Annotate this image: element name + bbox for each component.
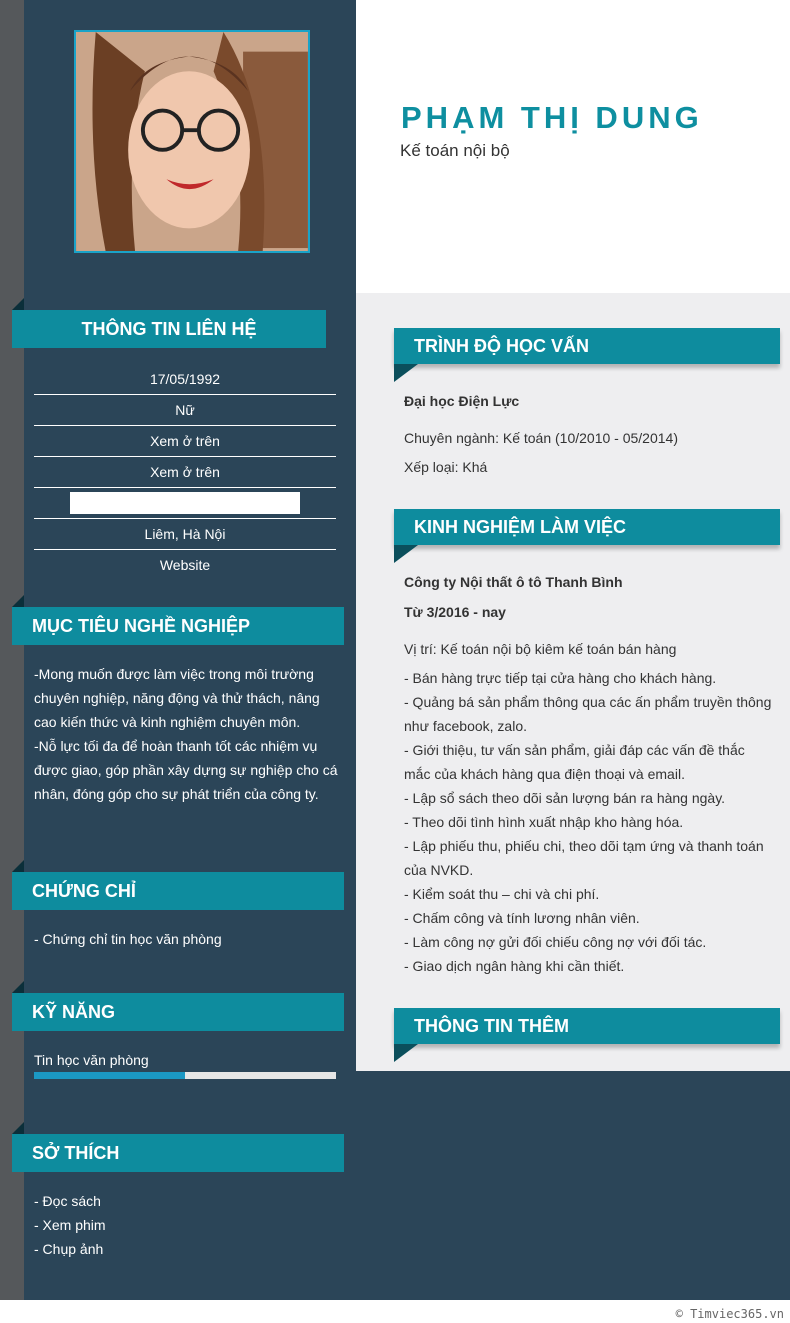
skill-name: Tin học văn phòng: [34, 1052, 149, 1068]
objective-title: MỤC TIÊU NGHỀ NGHIỆP: [32, 616, 251, 636]
header-fold: [12, 981, 24, 993]
hobbies-section-header: [12, 1134, 344, 1172]
duty-line: - Làm công nợ gửi đối chiếu công nợ với đối tác.: [404, 934, 707, 950]
certificate-item: - Chứng chỉ tin học văn phòng: [34, 931, 222, 947]
experience-company: Công ty Nội thất ô tô Thanh Bình: [404, 574, 623, 590]
education-major: Chuyên ngành: Kế toán (10/2010 - 05/2014): [404, 430, 678, 446]
contact-gender: Nữ: [34, 395, 336, 426]
contact-blank-field: [34, 488, 336, 519]
duty-line: - Theo dõi tình hình xuất nhập kho hàng hóa.: [404, 814, 684, 830]
contact-address: Liêm, Hà Nội: [34, 519, 336, 550]
skill-level-fill: [34, 1072, 185, 1079]
profile-photo: [74, 30, 310, 253]
education-grade: Xếp loại: Khá: [404, 459, 488, 475]
candidate-name: PHẠM THỊ DUNG: [401, 100, 703, 135]
profile-photo-illustration: [76, 32, 308, 251]
duty-line: - Giao dịch ngân hàng khi cần thiết.: [404, 958, 625, 974]
skills-title: KỸ NĂNG: [32, 1002, 116, 1022]
objective-section-header: [12, 607, 344, 645]
duty-line: - Lập sổ sách theo dõi sản lượng bán ra hàng ngày.: [404, 790, 726, 806]
header-fold: [394, 545, 418, 563]
duty-line: - Chấm công và tính lương nhân viên.: [404, 910, 640, 926]
hobbies-list: [34, 1189, 106, 1261]
education-school: Đại học Điện Lực: [404, 393, 520, 409]
duty-line: - Giới thiệu, tư vấn sản phẩm, giải đáp các vấn đề thắc: [404, 742, 745, 758]
header-fold: [394, 364, 418, 382]
additional-section-header: [394, 1008, 780, 1044]
education-section-header: [394, 328, 780, 364]
left-grey-strip: [0, 0, 24, 1300]
objective-line: chuyên nghiệp, năng động và thử thách, nâng: [34, 690, 320, 706]
contact-phone: Xem ở trên: [34, 426, 336, 457]
objective-text: [34, 662, 338, 806]
contact-birthdate: 17/05/1992: [34, 364, 336, 395]
header-fold: [12, 1122, 24, 1134]
hobby-item: - Chụp ảnh: [34, 1241, 104, 1257]
additional-title: THÔNG TIN THÊM: [414, 1016, 569, 1036]
header-fold: [394, 1044, 418, 1062]
hobby-item: - Xem phim: [34, 1217, 106, 1233]
header-fold: [12, 595, 24, 607]
duty-line: của NVKD.: [404, 862, 474, 878]
hobby-item: - Đọc sách: [34, 1193, 101, 1209]
duty-line: - Bán hàng trực tiếp tại cửa hàng cho khách hàng.: [404, 670, 717, 686]
duty-line: mắc của khách hàng qua điện thoại và email.: [404, 766, 685, 782]
contact-section-header: [12, 310, 326, 348]
blank-box: [70, 492, 300, 514]
skill-level-bar: [34, 1072, 336, 1079]
contact-list: [34, 364, 336, 581]
education-title: TRÌNH ĐỘ HỌC VẤN: [414, 336, 589, 356]
certificates-section-header: [12, 872, 344, 910]
duty-line: - Quảng bá sản phẩm thông qua các ấn phẩm truyền thông: [404, 694, 772, 710]
hobbies-title: SỞ THÍCH: [32, 1143, 120, 1163]
contact-website[interactable]: Website: [159, 557, 211, 573]
certificates-list: [34, 927, 222, 951]
experience-position: Vị trí: Kế toán nội bộ kiêm kế toán bán hàng: [404, 641, 677, 657]
header-fold: [12, 860, 24, 872]
duty-line: - Lập phiếu thu, phiếu chi, theo dõi tạm ứng và thanh toán: [404, 838, 764, 854]
contact-email: Xem ở trên: [34, 457, 336, 488]
header-fold: [12, 298, 24, 310]
duty-line: như facebook, zalo.: [404, 718, 528, 734]
objective-line: -Nỗ lực tối đa để hoàn thanh tốt các nhiệm vụ: [34, 738, 318, 754]
objective-line: -Mong muốn được làm việc trong môi trường: [34, 666, 314, 682]
objective-line: nhân, đóng góp cho sự phát triển của công ty.: [34, 786, 319, 802]
certificates-title: CHỨNG CHỈ: [32, 881, 136, 901]
skills-section-header: [12, 993, 344, 1031]
contact-title: THÔNG TIN LIÊN HỆ: [81, 319, 257, 339]
job-title: Kế toán nội bộ: [400, 141, 510, 160]
duty-line: - Kiểm soát thu – chi và chi phí.: [404, 886, 600, 902]
experience-section-header: [394, 509, 780, 545]
experience-period: Từ 3/2016 - nay: [404, 604, 506, 620]
objective-line: cao kiến thức và kinh nghiệm chuyên môn.: [34, 714, 301, 730]
objective-line: được giao, góp phần xây dựng sự nghiệp cho cá: [34, 762, 338, 778]
watermark: © Timviec365.vn: [675, 1307, 784, 1321]
experience-title: KINH NGHIỆM LÀM VIỆC: [414, 517, 627, 537]
experience-duties: [404, 666, 774, 978]
